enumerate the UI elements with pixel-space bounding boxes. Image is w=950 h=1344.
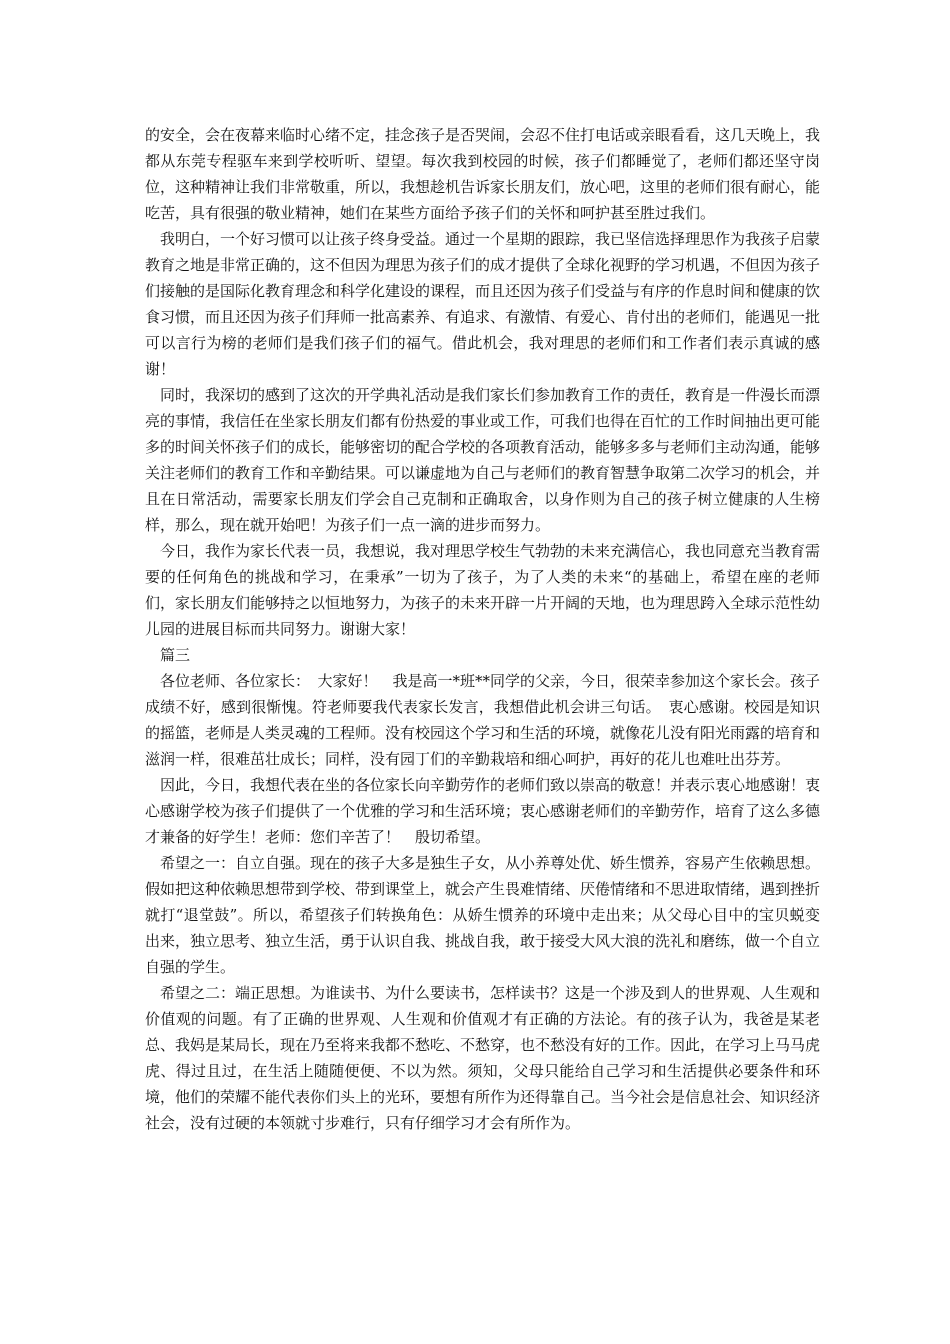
paragraph: 希望之一：自立自强。现在的孩子大多是独生子女，从小养尊处优、娇生惯养，容易产生依赖思想。假如把这种依赖思想带到学校、带到课堂上，就会产生畏难情绪、厌倦情绪和不思进取情绪，遇到挫折就打“退堂鼓”。所以，希望孩子们转换角色：从娇生惯养的环境中走出来；从父母心目中的宝贝蜕变出来，独立思考、独立生活，勇于认识自我、挑战自我，敢于接受大风大浪的洗礼和磨练，做一个自立自强的学生。 (145, 854, 821, 976)
paragraph: 各位老师、各位家长： 大家好！ 我是高一*班**同学的父亲，今日，很荣幸参加这个家长会。孩子成绩不好，感到很惭愧。符老师要我代表家长发言，我想借此机会讲三句话。 衷心感谢。校园是知识的摇篮，老师是人类灵魂的工程师。没有校园这个学习和生活的环境，就像花儿没有阳光雨露的培育和滋润一样，很难茁壮成长；同样，没有园丁们的辛勤栽培和细心呵护，再好的花儿也难吐出芬芳。 (145, 672, 821, 768)
paragraph: 我明白，一个好习惯可以让孩子终身受益。通过一个星期的跟踪，我已坚信选择理思作为我孩子启蒙教育之地是非常正确的，这不但因为理思为孩子们的成才提供了全球化视野的学习机遇，不但因为孩子们接触的是国际化教育理念和科学化建设的课程，而且还因为孩子们受益与有序的作息时间和健康的饮食习惯，而且还因为孩子们拜师一批高素养、有追求、有激情、有爱心、肯付出的老师们，能遇见一批可以言行为榜的老师们是我们孩子们的福气。借此机会，我对理思的老师们和工作者们表示真诚的感谢！ (145, 230, 821, 378)
paragraph: 因此，今日，我想代表在坐的各位家长向辛勤劳作的老师们致以崇高的敬意！并表示衷心地感谢！衷心感谢学校为孩子们提供了一个优雅的学习和生活环境；衷心感谢老师们的辛勤劳作，培育了这么多德才兼备的好学生！老师：您们辛苦了！ 殷切希望。 (145, 776, 821, 846)
paragraph: 同时，我深切的感到了这次的开学典礼活动是我们家长们参加教育工作的责任，教育是一件漫长而漂亮的事情，我信任在坐家长朋友们都有份热爱的事业或工作，可我们也得在百忙的工作时间抽出更可能多的时间关怀孩子们的成长，能够密切的配合学校的各项教育活动，能够多多与老师们主动沟通，能够关注老师们的教育工作和辛勤结果。可以谦虚地为自己与老师们的教育智慧争取第二次学习的机会，并且在日常活动，需要家长朋友们学会自己克制和正确取舍，以身作则为自己的孩子树立健康的人生榜样，那么，现在就开始吧！为孩子们一点一滴的进步而努力。 (145, 386, 821, 534)
document-body (145, 122, 820, 1136)
paragraph: 的安全，会在夜幕来临时心绪不定，挂念孩子是否哭闹，会忍不住打电话或亲眼看看，这几天晚上，我都从东莞专程驱车来到学校听听、望望。每次我到校园的时候，孩子们都睡觉了，老师们都还坚守岗位，这种精神让我们非常敬重，所以，我想趁机告诉家长朋友们，放心吧，这里的老师们很有耐心，能吃苦，具有很强的敬业精神，她们在某些方面给予孩子们的关怀和呵护甚至胜过我们。 (145, 126, 821, 222)
section-heading: 篇三 (145, 646, 191, 664)
paragraph: 希望之二：端正思想。为谁读书、为什么要读书，怎样读书？这是一个涉及到人的世界观、人生观和价值观的问题。有了正确的世界观、人生观和价值观才有正确的方法论。有的孩子认为，我爸是某老总、我妈是某局长，现在乃至将来我都不愁吃、不愁穿，也不愁没有好的工作。因此，在学习上马马虎虎、得过且过，在生活上随随便便、不以为然。须知，父母只能给自己学习和生活提供必要条件和环境，他们的荣耀不能代表你们头上的光环，要想有所作为还得靠自己。当今社会是信息社会、知识经济社会，没有过硬的本领就寸步难行，只有仔细学习才会有所作为。 (145, 984, 821, 1132)
paragraph: 今日，我作为家长代表一员，我想说，我对理思学校生气勃勃的未来充满信心，我也同意充当教育需要的任何角色的挑战和学习，在秉承”一切为了孩子，为了人类的未来“的基础上，希望在座的老师们，家长朋友们能够持之以恒地努力，为孩子的未来开辟一片开阔的天地，也为理思跨入全球示范性幼儿园的进展目标而共同努力。谢谢大家！ (145, 542, 821, 638)
